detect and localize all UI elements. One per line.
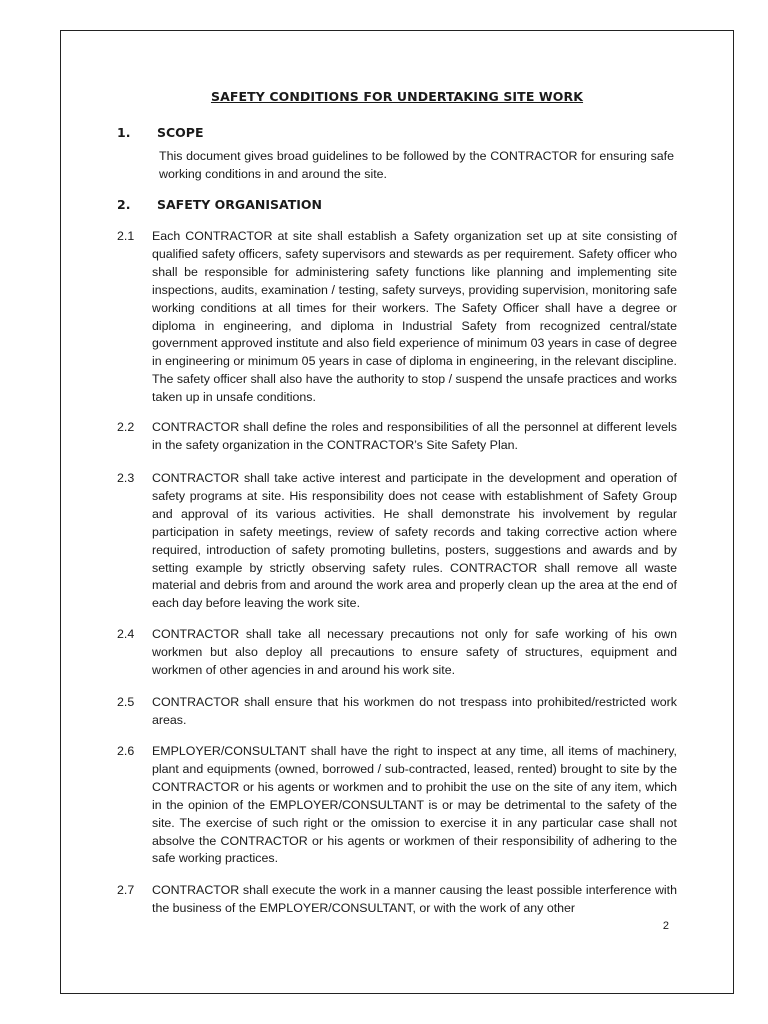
- clause-2-5: [117, 694, 677, 730]
- section-number: 1.: [117, 125, 131, 140]
- clause-text: EMPLOYER/CONSULTANT shall have the right to inspect at any time, all items of machinery, plant and equipments (owned, borrowed / sub-contracted, leased, rented) brought to site by the CONTRACTOR or his agents or workmen and to prohibit the use on the site of any item, which in the opinion of the EMPLOYER/CONSULTANT is or may be detrimental to the safety of the site. The exercise of such right or the omission to exercise it in any particular case shall not absolve the CONTRACTOR or his agents or workmen of their responsibility of adhering to the safe working practices.: [152, 744, 677, 866]
- clause-number: 2.1: [117, 229, 135, 243]
- section-title: SAFETY ORGANISATION: [157, 197, 322, 212]
- clause-2-2: [117, 419, 677, 455]
- clause-text: CONTRACTOR shall ensure that his workmen do not trespass into prohibited/restricted work areas.: [152, 695, 677, 727]
- clause-text: CONTRACTOR shall take all necessary precautions not only for safe working of his own workmen but also deploy all precautions to ensure safety of structures, equipment and workmen of other agencies in and around his work site.: [152, 627, 677, 677]
- clause-text: CONTRACTOR shall execute the work in a manner causing the least possible interference with the business of the EMPLOYER/CONSULTANT, or with the work of any other: [152, 883, 677, 915]
- clause-number: 2.7: [117, 883, 135, 897]
- clause-2-6: [117, 743, 677, 868]
- document-page: [60, 30, 734, 994]
- clause-text: CONTRACTOR shall define the roles and responsibilities of all the personnel at different levels in the safety organization in the CONTRACTOR’s Site Safety Plan.: [152, 420, 677, 452]
- clause-number: 2.4: [117, 627, 135, 641]
- section-number: 2.: [117, 197, 131, 212]
- clause-number: 2.5: [117, 695, 135, 709]
- section-title: SCOPE: [157, 125, 204, 140]
- clause-2-1: [117, 228, 677, 407]
- clause-text: CONTRACTOR shall take active interest and participate in the development and operation of safety programs at site. His responsibility does not cease with establishment of Safety Group and approval of its various activities. He shall demonstrate his involvement by regular participation in safety meetings, review of safety records and taking corrective action where required, introduction of safety promoting bulletins, posters, suggestions and awards and by setting example by strictly observing safety rules. CONTRACTOR shall remove all waste material and debris from and around the work area and properly clean up the area at the end of each day before leaving the work site.: [152, 471, 677, 611]
- clause-2-3: [117, 470, 677, 613]
- clause-text: Each CONTRACTOR at site shall establish a Safety organization set up at site consisting of qualified safety officers, safety supervisors and stewards as per requirement. Safety officer who shall be responsible for administering safety functions like planning and implementing site inspections, audits, examination / testing, safety surveys, providing supervision, monitoring safe working conditions at all times for their workers. The Safety Officer shall have a degree or diploma in engineering, and diploma in Industrial Safety from recognized central/state government approved institute and also field experience of minimum 03 years in case of degree in engineering or minimum 05 years in case of diploma in engineering, in the relevant discipline. The safety officer shall also have the authority to stop / suspend the unsafe practices and works taken up in unsafe conditions.: [152, 229, 677, 405]
- clause-2-7: [117, 882, 677, 918]
- page-number: 2: [662, 920, 669, 932]
- clause-number: 2.2: [117, 420, 135, 434]
- clause-number: 2.3: [117, 471, 135, 485]
- clause-2-4: [117, 626, 677, 680]
- clause-number: 2.6: [117, 744, 135, 758]
- scope-paragraph: This document gives broad guidelines to be followed by the CONTRACTOR for ensuring safe working conditions in and around the site.: [159, 149, 674, 181]
- document-title: SAFETY CONDITIONS FOR UNDERTAKING SITE WORK: [210, 89, 584, 104]
